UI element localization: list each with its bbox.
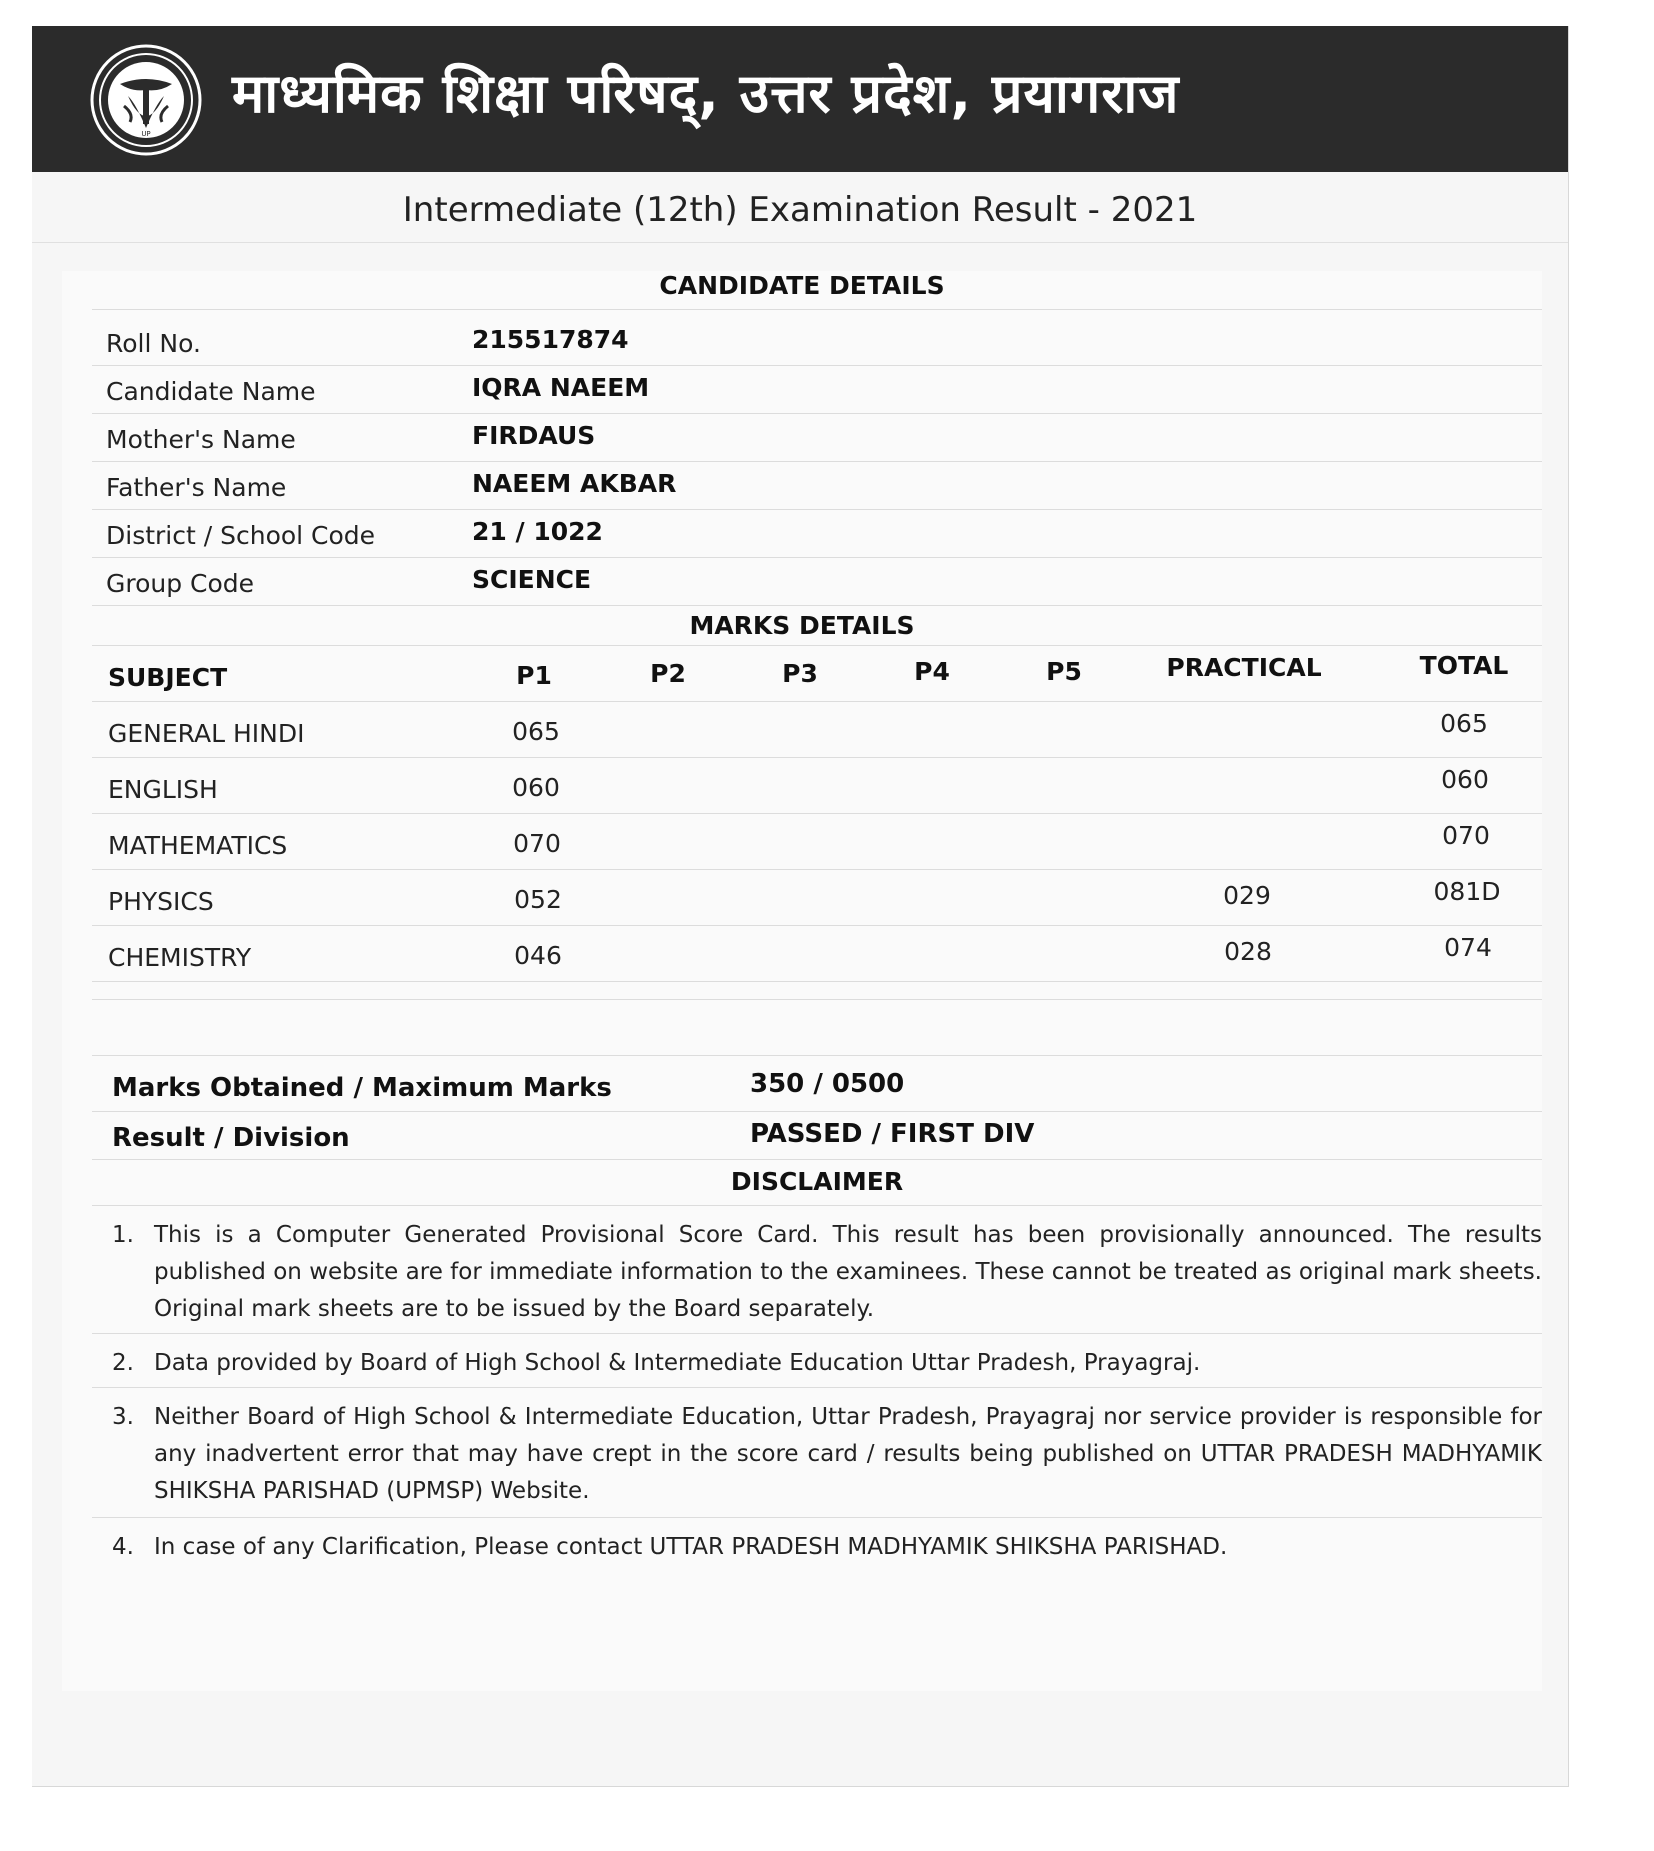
disclaimer-item	[112, 1399, 1542, 1510]
table-row-subject: ENGLISH	[108, 775, 218, 804]
disclaimer-item	[112, 1345, 1542, 1382]
col-p4: P4	[914, 657, 950, 686]
table-row-subject: CHEMISTRY	[108, 943, 252, 972]
table-row-p1: 070	[513, 829, 561, 858]
candidate-name-value: IQRA NAEEM	[472, 373, 650, 402]
candidate-details-heading: CANDIDATE DETAILS	[659, 271, 945, 300]
table-row-practical: 029	[1223, 881, 1271, 910]
result-division-value: PASSED / FIRST DIV	[750, 1119, 1035, 1149]
col-subject: SUBJECT	[108, 663, 228, 692]
disclaimer-item-number: 3.	[112, 1404, 134, 1430]
table-row-p1: 065	[512, 717, 560, 746]
up-state-emblem-icon	[90, 44, 202, 156]
disclaimer-item-number: 2.	[112, 1350, 134, 1376]
disclaimer-item-text: Neither Board of High School & Intermediate Education, Uttar Pradesh, Prayagraj nor service provider is responsible for any inadvertent error that may have crept in the score card / results being published on UTTAR PRADESH MADHYAMIK SHIKSHA PARISHAD (UPMSP) Website.	[154, 1404, 1542, 1504]
marks-obtained-label: Marks Obtained / Maximum Marks	[112, 1073, 612, 1103]
result-division-label: Result / Division	[112, 1123, 350, 1153]
roll-no-value: 215517874	[472, 325, 629, 354]
disclaimer-item-number: 1.	[112, 1222, 134, 1248]
page-title: Intermediate (12th) Examination Result - 2021	[32, 178, 1568, 243]
mother-name-label: Mother's Name	[106, 425, 296, 454]
father-name-value: NAEEM AKBAR	[472, 469, 677, 498]
table-row-subject: PHYSICS	[108, 887, 214, 916]
group-code-label: Group Code	[106, 569, 255, 598]
col-p2: P2	[650, 659, 686, 688]
col-practical: PRACTICAL	[1166, 653, 1322, 682]
table-row-total: 081D	[1433, 877, 1501, 906]
table-row-practical: 028	[1224, 937, 1272, 966]
candidate-name-label: Candidate Name	[106, 377, 316, 406]
result-sheet	[32, 26, 1569, 1787]
result-panel	[62, 271, 1542, 1691]
disclaimer-item-text: Data provided by Board of High School & Intermediate Education Uttar Pradesh, Prayagraj.	[154, 1350, 1201, 1376]
header-banner	[32, 26, 1568, 172]
table-row-p1: 060	[512, 773, 560, 802]
disclaimer-item-number: 4.	[112, 1534, 134, 1560]
board-name: माध्यमिक शिक्षा परिषद्, उत्तर प्रदेश, प्रयागराज	[232, 62, 1180, 125]
disclaimer-heading: DISCLAIMER	[730, 1167, 904, 1196]
district-school-label: District / School Code	[106, 521, 376, 550]
col-p1: P1	[516, 661, 552, 690]
marks-obtained-value: 350 / 0500	[750, 1069, 905, 1099]
disclaimer-item	[112, 1217, 1542, 1328]
table-row-subject: GENERAL HINDI	[108, 719, 305, 748]
disclaimer-item-text: This is a Computer Generated Provisional Score Card. This result has been provisionally announced. The results published on website are for immediate information to the examinees. These cannot be treated as original mark sheets. Original mark sheets are to be issued by the Board separately.	[154, 1222, 1542, 1322]
mother-name-value: FIRDAUS	[472, 421, 596, 450]
col-total: TOTAL	[1419, 651, 1509, 680]
disclaimer-item-text: In case of any Clarification, Please contact UTTAR PRADESH MADHYAMIK SHIKSHA PARISHAD.	[154, 1534, 1228, 1560]
table-row-p1: 046	[514, 941, 562, 970]
father-name-label: Father's Name	[106, 473, 287, 502]
group-code-value: SCIENCE	[472, 565, 592, 594]
table-row-p1: 052	[514, 885, 562, 914]
table-row-subject: MATHEMATICS	[108, 831, 288, 860]
marks-details-heading: MARKS DETAILS	[689, 611, 915, 640]
col-p3: P3	[782, 659, 818, 688]
table-row-total: 070	[1442, 821, 1490, 850]
disclaimer-item	[112, 1529, 1542, 1566]
table-row-total: 074	[1444, 933, 1492, 962]
col-p5: P5	[1046, 657, 1082, 686]
table-row-total: 060	[1441, 765, 1489, 794]
svg-text:UP: UP	[141, 130, 151, 138]
district-school-value: 21 / 1022	[472, 517, 603, 546]
table-row-total: 065	[1440, 709, 1488, 738]
roll-no-label: Roll No.	[106, 329, 201, 358]
